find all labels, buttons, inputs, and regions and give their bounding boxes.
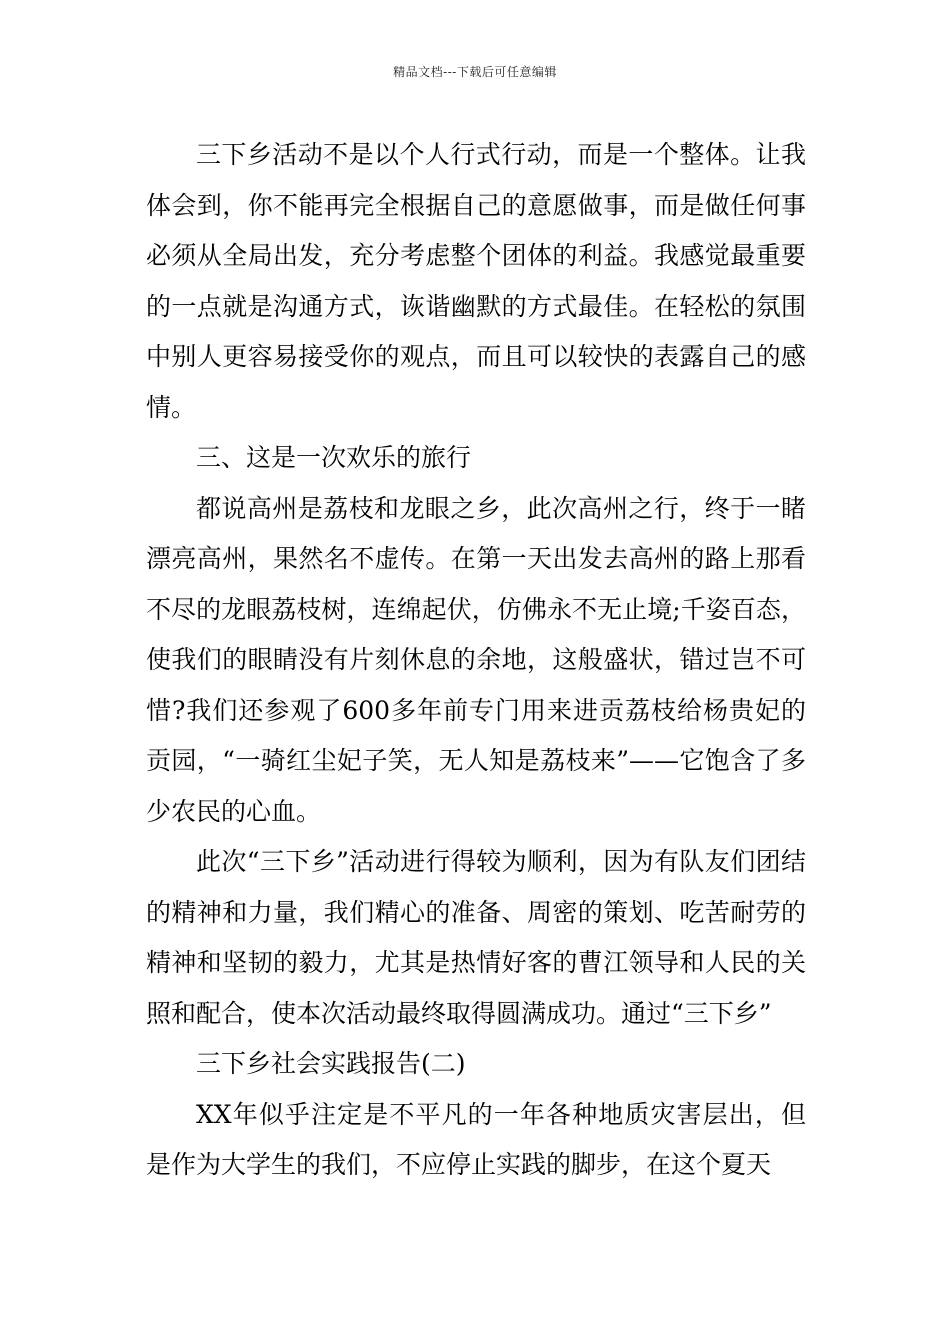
section-heading-report-two: 三下乡社会实践报告(二) (196, 1049, 466, 1078)
paragraph-gaozhou-trip: 都说高州是荔枝和龙眼之乡，此次高州之行，终于一睹漂亮高州，果然名不虚传。在第一天出发去高州的路上那看不尽的龙眼荔枝树，连绵起伏，仿佛永不无止境;千姿百态，使我们的眼睛没有片刻休息的余地，这般盛状，错过岂不可惜?我们还参观了600多年前专门用来进贡荔枝给杨贵妃的贡园，“一骑红尘妃子笑，无人知是荔枝来”——它饱含了多少农民的心血。 (146, 493, 806, 826)
page-header: 精品文档---下载后可任意编辑 (393, 65, 557, 79)
paragraph-report-two-intro: XX年似乎注定是不平凡的一年各种地质灾害层出，但是作为大学生的我们，不应停止实践的脚步，在这个夏天 (146, 1099, 806, 1179)
paragraph-teamwork: 三下乡活动不是以个人行式行动，而是一个整体。让我体会到，你不能再完全根据自己的意愿做事，而是做任何事必须从全局出发，充分考虑整个团体的利益。我感觉最重要的一点就是沟通方式，诙谐幽默的方式最佳。在轻松的氛围中别人更容易接受你的观点，而且可以较快的表露自己的感情。 (146, 140, 806, 422)
document-body (146, 130, 806, 1191)
paragraph-activity-summary: 此次“三下乡”活动进行得较为顺利，因为有队友们团结的精神和力量，我们精心的准备、周密的策划、吃苦耐劳的精神和坚韧的毅力，尤其是热情好客的曹江领导和人民的关照和配合，使本次活动最终取得圆满成功。通过“三下乡” (146, 847, 806, 1028)
section-heading-happy-trip: 三、这是一次欢乐的旅行 (196, 443, 472, 472)
